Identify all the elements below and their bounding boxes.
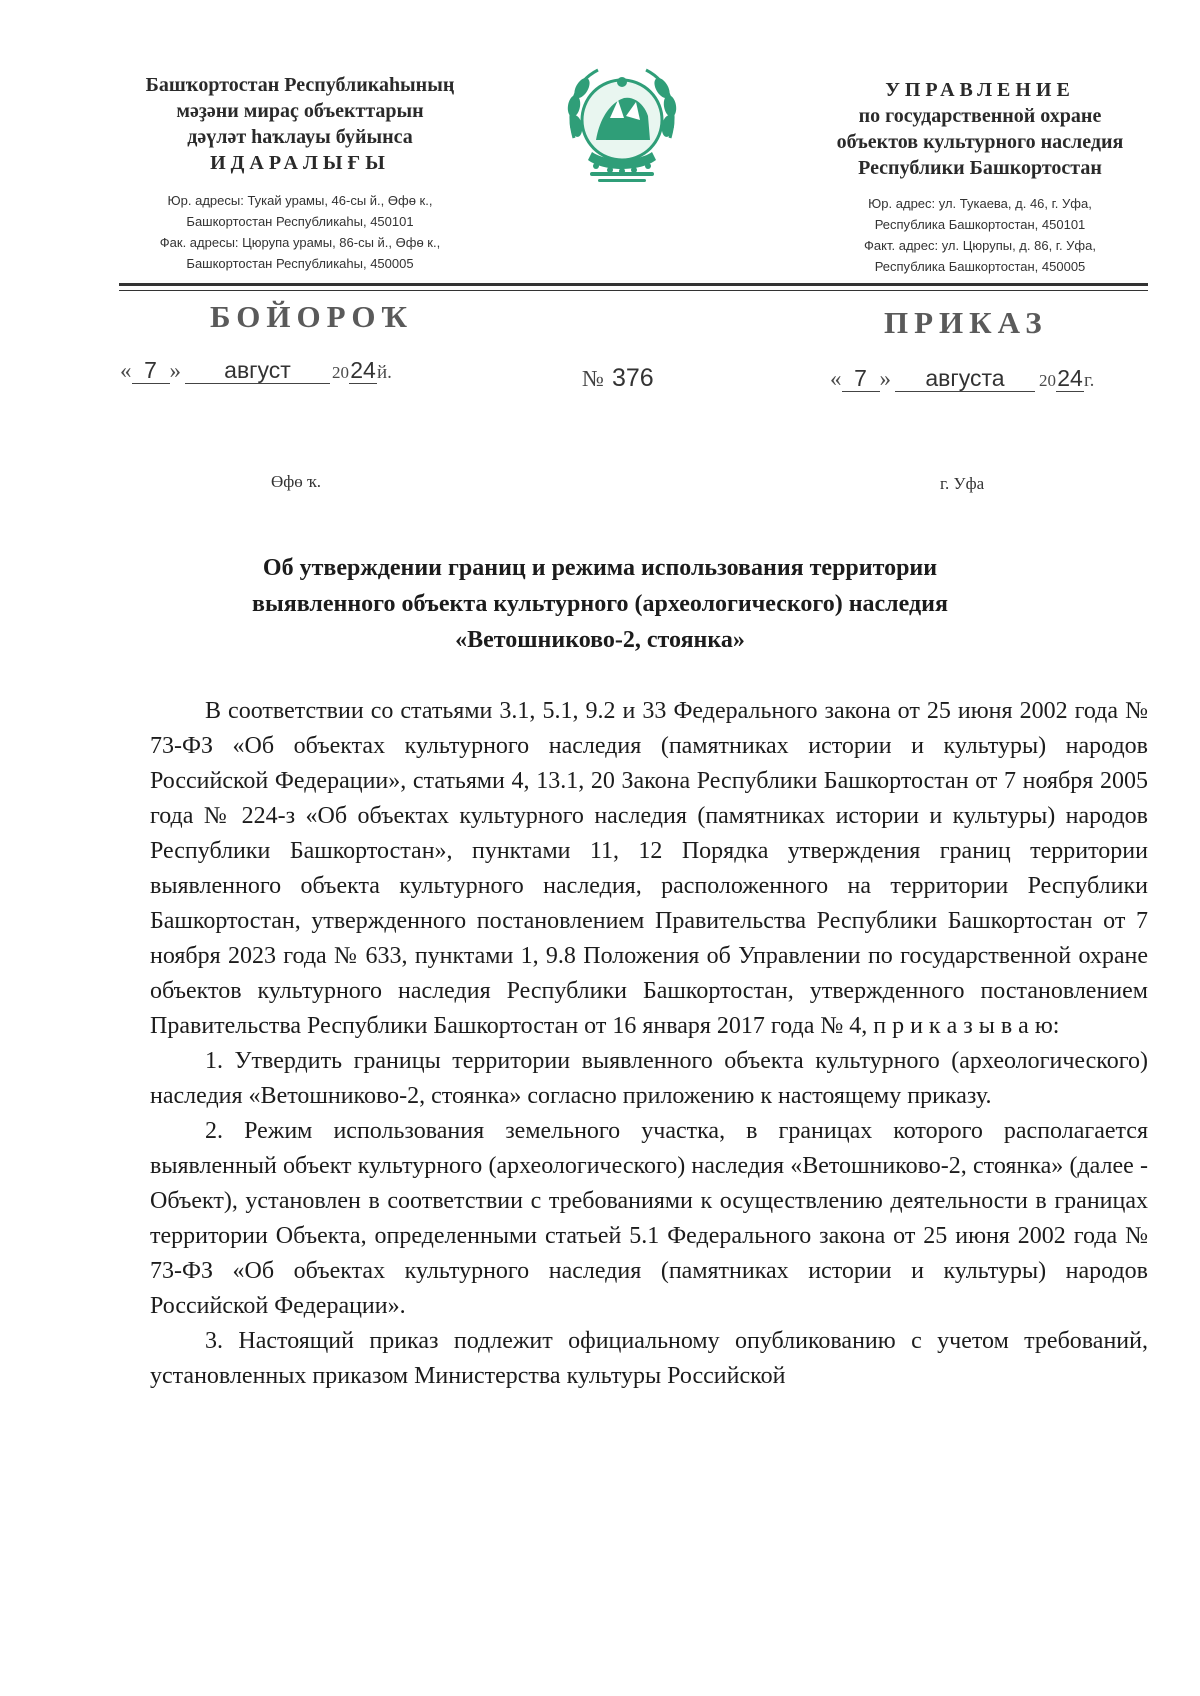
- left-org-line: мәҙәни мираҫ объекттарын: [176, 100, 424, 122]
- right-address-line: Юр. адрес: ул. Тукаева, д. 46, г. Уфа,: [868, 196, 1092, 211]
- title-line: «Ветошниково-2, стоянка»: [455, 627, 745, 653]
- preamble-paragraph: В соответствии со статьями 3.1, 5.1, 9.2 и 33 Федерального закона от 25 июня 2002 года № 73-ФЗ «Об объектах культурного наследия (памятниках истории и культуры) народов Российской Федерации», статьями 4, 13.1, 20 Закона Республики Башкортостан от 7 ноября 2005 года № 224-з «Об объектах культурного наследия (памятниках истории и культуры) народов Республики Башкортостан», пунктами 11, 12 Порядка утверждения границ территории выявленного объекта культурного наследия, расположенного на территории Республики Башкортостан, утвержденного постановлением Правительства Республики Башкортостан от 7 ноября 2023 года № 633, пунктами 1, 9.8 Положения об Управлении по государственной охране объектов культурного наследия Республики Башкортостан, утвержденного постановлением Правительства Республики Башкортостан от 16 января 2017 года № 4, п р и к а з ы в а ю:: [150, 698, 1148, 1039]
- right-org-line: УПРАВЛЕНИЕ: [885, 79, 1075, 101]
- left-org-address: [110, 190, 490, 274]
- title-line: Об утверждении границ и режима использования территории: [262, 555, 938, 581]
- left-address-line: Башкортостан Республикаһы, 450005: [186, 256, 414, 271]
- right-org-line: Республики Башкортостан: [858, 157, 1102, 179]
- left-org-line: дәүләт һаҡлауы буйынса: [187, 126, 413, 148]
- date-day: 7: [132, 357, 170, 384]
- right-address-line: Республика Башкортостан, 450101: [874, 217, 1086, 232]
- left-org-line: Башҡортостан Республикаһының: [145, 74, 455, 96]
- bashkortostan-coat-of-arms-icon: [560, 60, 684, 190]
- document-number: [582, 364, 654, 393]
- city-bashkir: Өфө ҡ.: [271, 472, 322, 491]
- date-quote: «: [120, 358, 132, 383]
- date-unit: г.: [1084, 370, 1095, 391]
- left-address-line: Башкортостан Республикаһы, 450101: [186, 214, 414, 229]
- date-year-suffix: 24: [350, 357, 376, 383]
- document-title: [150, 550, 1050, 658]
- date-year-prefix: 20: [332, 363, 349, 382]
- date-unit: й.: [377, 362, 392, 383]
- left-address-line: Юр. адресы: Тукай урамы, 46-сы й., Өфө к.,: [167, 193, 433, 208]
- doc-type-bashkir: БОЙОРОҠ: [210, 299, 414, 334]
- document-body: [150, 694, 1148, 1394]
- document-number-label: №: [582, 366, 604, 391]
- date-quote: »: [879, 366, 891, 391]
- order-item: 3. Настоящий приказ подлежит официальному опубликованию с учетом требований, установленных приказом Министерства культуры Российской: [150, 1328, 1148, 1389]
- right-address-line: Факт. адрес: ул. Цюрупы, д. 86, г. Уфа,: [864, 238, 1096, 253]
- date-quote: »: [169, 358, 181, 383]
- date-year-prefix: 20: [1039, 371, 1056, 390]
- left-org-line: ИДАРАЛЫҒЫ: [210, 152, 390, 174]
- order-item: 1. Утвердить границы территории выявленного объекта культурного (археологического) наследия «Ветошниково-2, стоянка» согласно приложению к настоящему приказу.: [150, 1048, 1148, 1109]
- right-org-line: объектов культурного наследия: [836, 131, 1124, 153]
- right-org-line: по государственной охране: [858, 105, 1102, 127]
- order-item: 2. Режим использования земельного участка, в границах которого располагается выявленный объект культурного (археологического) наследия «Ветошниково-2, стоянка» (далее - Объект), установлен в соответствии с требованиями к осуществлению деятельности в границах территории Объекта, определенными статьей 5.1 Федерального закона от 25 июня 2002 года № 73-ФЗ «Об объектах культурного наследия (памятниках истории и культуры) народов Российской Федерации».: [150, 1118, 1148, 1319]
- date-russian: [830, 365, 1094, 392]
- right-address-line: Республика Башкортостан, 450005: [874, 259, 1086, 274]
- date-bashkir: [120, 357, 392, 384]
- right-org-name: [780, 77, 1180, 181]
- left-org-name: [110, 72, 490, 176]
- title-line: выявленного объекта культурного (археологического) наследия: [252, 591, 948, 617]
- header-divider-thin: [119, 290, 1148, 291]
- date-year-suffix: 24: [1057, 365, 1083, 391]
- left-address-line: Фак. адресы: Цюрупа урамы, 86-сы й., Өфө к.,: [159, 235, 441, 250]
- date-day: 7: [842, 365, 880, 392]
- date-month: августа: [895, 365, 1035, 392]
- date-quote: «: [830, 366, 842, 391]
- date-month: август: [185, 357, 330, 384]
- header-divider: [119, 283, 1148, 286]
- city-russian: г. Уфа: [940, 474, 985, 493]
- document-number-value: 376: [611, 364, 654, 392]
- right-org-address: [780, 193, 1180, 277]
- doc-type-russian: ПРИКАЗ: [884, 305, 1048, 340]
